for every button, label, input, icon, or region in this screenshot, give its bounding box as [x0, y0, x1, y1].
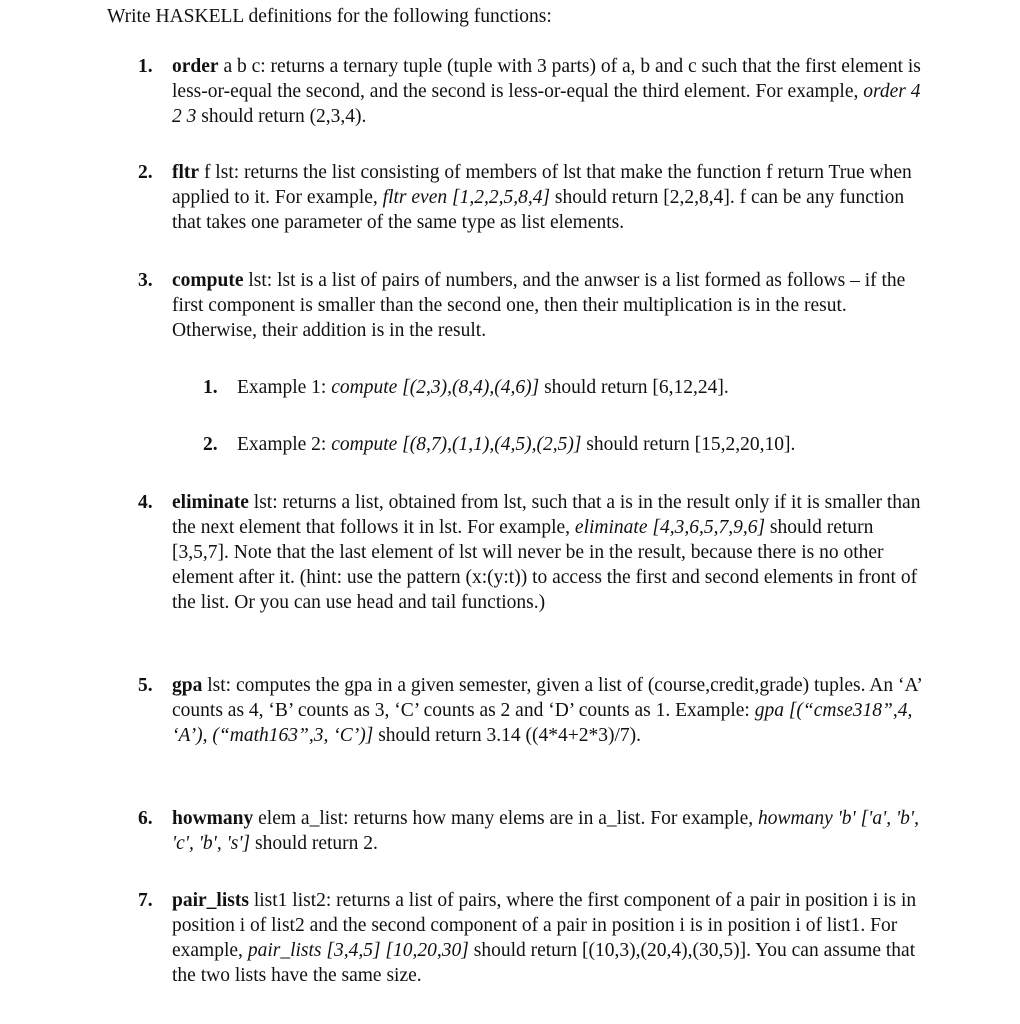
sub-item-text [237, 432, 903, 457]
list-item-compute [138, 268, 928, 343]
example-label: Example 2: [237, 434, 332, 455]
list-item-pair-lists [138, 888, 928, 988]
sub-item-example-2 [203, 432, 903, 457]
sub-item-example-1 [203, 375, 903, 400]
list-item-gpa [138, 673, 928, 748]
function-name: pair_lists [172, 890, 249, 911]
example-label: Example 1: [237, 377, 332, 398]
item-number: 6. [138, 808, 153, 829]
item-number: 7. [138, 890, 153, 911]
function-name: fltr [172, 162, 200, 183]
item-text [172, 490, 928, 615]
example-code: compute [(2,3),(8,4),(4,6)] [331, 377, 540, 398]
list-item-order [138, 54, 928, 129]
item-description: list1 list2: returns a list of pairs, where the first component of a pair in position i is in position i of list2 and the second component of a pair in position i is in position i of list1. For example, [172, 890, 917, 961]
item-description: a b c: returns a ternary tuple (tuple with 3 parts) of a, b and c such that the first element is less-or-equal the second, and the second is less-or-equal the third element. For example, [172, 56, 921, 102]
page-title: Write HASKELL definitions for the following functions: [107, 6, 552, 27]
item-result: should return 3.14 ((4*4+2*3)/7). [373, 725, 642, 746]
item-result: should return [3,5,7]. Note that the last element of lst will never be in the result, because there is no other element after it. (hint: use the pattern (x:(y:t)) to access the first and second elements in front of the list. Or you can use head and tail functions.) [172, 517, 918, 613]
function-name: order [172, 56, 219, 77]
example-code: eliminate [4,3,6,5,7,9,6] [574, 517, 766, 538]
item-result: should return [2,2,8,4]. f can be any function that takes one parameter of the same type as list elements. [172, 187, 905, 233]
function-name: gpa [172, 675, 203, 696]
item-number: 4. [138, 492, 153, 513]
item-description: lst: lst is a list of pairs of numbers, and the anwser is a list formed as follows – if the first component is smaller than the second one, then their multiplication is in the resut. Otherwise, their addition is in the result. [172, 270, 906, 341]
list-item-fltr [138, 160, 928, 235]
item-number: 1. [138, 56, 153, 77]
example-result: should return [15,2,20,10]. [581, 434, 796, 455]
item-description: lst: computes the gpa in a given semester, given a list of (course,credit,grade) tuples. An ‘A’ counts as 4, ‘B’ counts as 3, ‘C’ counts as 2 and ‘D’ counts as 1. Example: [172, 675, 922, 721]
sub-item-number: 2. [203, 434, 218, 455]
item-number: 5. [138, 675, 153, 696]
list-item-howmany [138, 806, 928, 856]
item-result: should return (2,3,4). [196, 106, 367, 127]
example-code: compute [(8,7),(1,1),(4,5),(2,5)] [331, 434, 582, 455]
sub-item-number: 1. [203, 377, 218, 398]
item-description: f lst: returns the list consisting of members of lst that make the function f return True when applied to it. For example, [172, 162, 912, 208]
item-description: elem a_list: returns how many elems are in a_list. For example, [253, 808, 758, 829]
item-text [172, 673, 928, 748]
list-item-eliminate [138, 490, 928, 615]
item-text [172, 806, 928, 856]
function-name: eliminate [172, 492, 249, 513]
function-name: compute [172, 270, 244, 291]
example-result: should return [6,12,24]. [539, 377, 729, 398]
item-number: 3. [138, 270, 153, 291]
item-text [172, 160, 928, 235]
example-code: fltr even [1,2,2,5,8,4] [382, 187, 551, 208]
item-text [172, 54, 928, 129]
function-name: howmany [172, 808, 254, 829]
item-text [172, 268, 928, 343]
item-result: should return [(10,3),(20,4),(30,5)]. You can assume that the two lists have the same size. [172, 940, 916, 986]
item-description: lst: returns a list, obtained from lst, such that a is in the result only if it is smaller than the next element that follows it in lst. For example, [172, 492, 921, 538]
example-code: gpa [(“cmse318”,4, ‘A’), (“math163”,3, ‘C’)] [172, 700, 913, 746]
example-code: pair_lists [3,4,5] [10,20,30] [247, 940, 469, 961]
example-code: order 4 2 3 [172, 81, 921, 127]
example-code: howmany 'b' ['a', 'b', 'c', 'b', 's'] [172, 808, 919, 854]
item-text [172, 888, 928, 988]
item-result: should return 2. [250, 833, 378, 854]
item-number: 2. [138, 162, 153, 183]
sub-item-text [237, 375, 903, 400]
